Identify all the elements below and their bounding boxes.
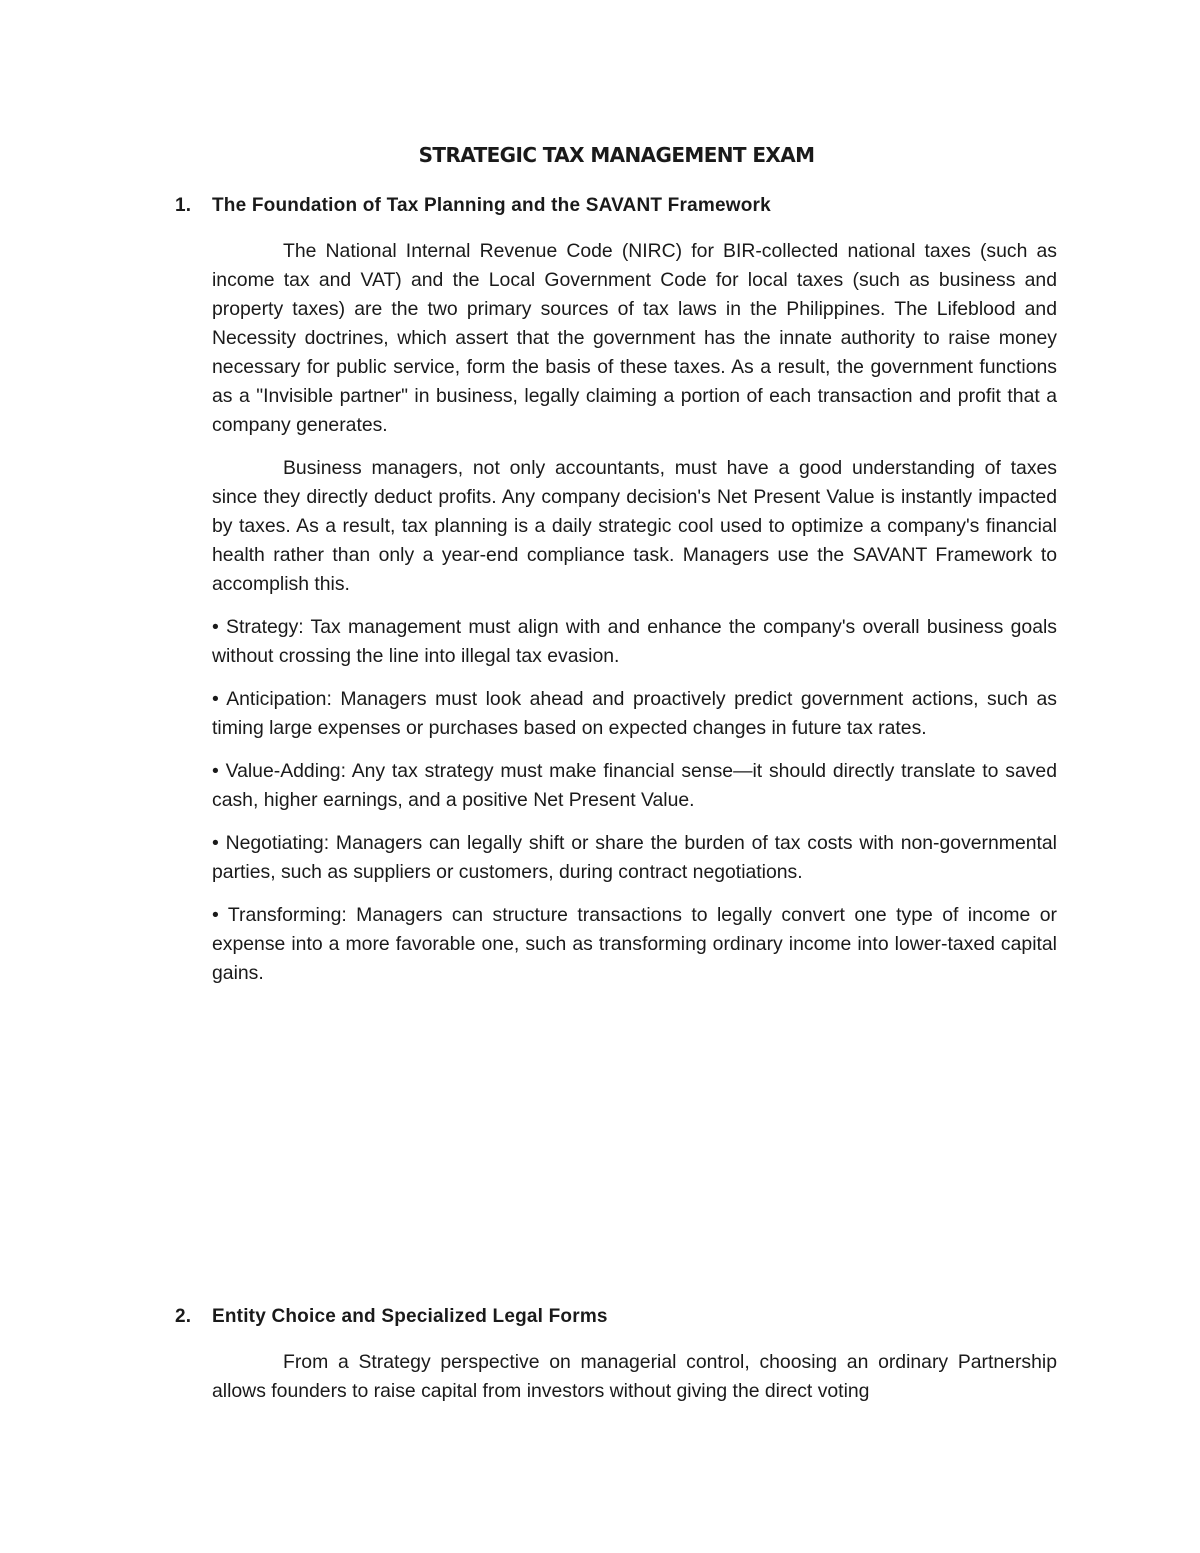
section-2-number: 2. <box>175 1306 192 1327</box>
section-2-body <box>212 1348 1057 1420</box>
section-2-heading <box>175 1306 1075 1328</box>
bullet-value-adding: • Value-Adding: Any tax strategy must make financial sense—it should directly translate to saved cash, higher earnings, and a positive Net Present Value. <box>212 760 1057 811</box>
section-1-paragraph-2: Business managers, not only accountants, must have a good understanding of taxes since they directly deduct profits. Any company decision's Net Present Value is instantly impacted by taxes. As a result, tax planning is a daily strategic cool used to optimize a company's financial health rather than only a year-end compliance task. Managers use the SAVANT Framework to accomplish this. <box>212 457 1057 595</box>
bullet-anticipation: • Anticipation: Managers must look ahead and proactively predict government actions, such as timing large expenses or purchases based on expected changes in future tax rates. <box>212 688 1057 739</box>
section-1-body <box>212 237 1057 1002</box>
section-2-paragraph-1: From a Strategy perspective on managerial control, choosing an ordinary Partnership allows founders to raise capital from investors without giving the direct voting <box>212 1351 1057 1402</box>
bullet-strategy: • Strategy: Tax management must align with and enhance the company's overall business goals without crossing the line into illegal tax evasion. <box>212 616 1057 667</box>
section-2-title: Entity Choice and Specialized Legal Forms <box>212 1306 608 1327</box>
section-1-number: 1. <box>175 195 192 216</box>
section-1-paragraph-1: The National Internal Revenue Code (NIRC) for BIR-collected national taxes (such as income tax and VAT) and the Local Government Code for local taxes (such as business and property taxes) are the two primary sources of tax laws in the Philippines. The Lifeblood and Necessity doctrines, which assert that the government has the innate authority to raise money necessary for public service, form the basis of these taxes. As a result, the government functions as a "Invisible partner" in business, legally claiming a portion of each transaction and profit that a company generates. <box>212 240 1057 436</box>
section-1-title: The Foundation of Tax Planning and the SAVANT Framework <box>212 195 771 216</box>
bullet-transforming: • Transforming: Managers can structure transactions to legally convert one type of income or expense into a more favorable one, such as transforming ordinary income into lower-taxed capital gains. <box>212 904 1057 984</box>
document-title: STRATEGIC TAX MANAGEMENT EXAM <box>418 143 815 167</box>
bullet-negotiating: • Negotiating: Managers can legally shift or share the burden of tax costs with non-governmental parties, such as suppliers or customers, during contract negotiations. <box>212 832 1057 883</box>
section-1-heading <box>175 195 1075 217</box>
